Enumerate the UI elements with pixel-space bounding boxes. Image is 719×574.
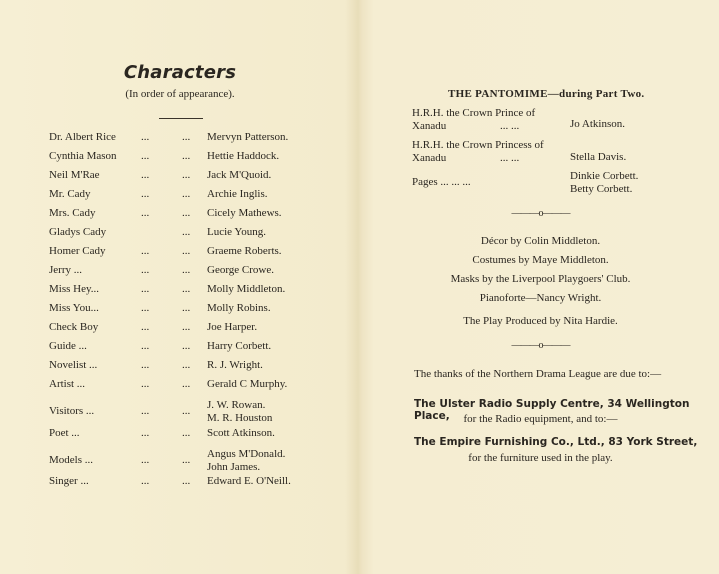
pantomime-dots: ... ... (500, 120, 520, 132)
cast-actor: Lucie Young. (207, 226, 266, 238)
cast-dots: ... (141, 169, 150, 181)
pantomime-actor: Stella Davis. (570, 151, 627, 163)
cast-role: Poet ... (49, 427, 80, 439)
cast-dots: ... (182, 150, 191, 162)
cast-role: Singer ... (49, 475, 89, 487)
cast-dots: ... (182, 226, 191, 238)
cast-actor: Mervyn Patterson. (207, 131, 289, 143)
cast-dots: ... (182, 283, 191, 295)
cast-dots: ... (141, 264, 150, 276)
cast-dots: ... (182, 321, 191, 333)
cast-dots: ... (141, 475, 150, 487)
cast-dots: ... (141, 427, 150, 439)
cast-dots: ... (182, 188, 191, 200)
credit-line: Costumes by Maye Middleton. (472, 254, 609, 266)
company-purpose: for the furniture used in the play. (468, 452, 613, 464)
cast-dots: ... (182, 207, 191, 219)
pantomime-role: H.R.H. the Crown Princess of Xanadu (412, 139, 544, 164)
cast-dots: ... (182, 454, 191, 466)
cast-role: Guide ... (49, 340, 87, 352)
cast-dots: ... (141, 131, 150, 143)
ornament-separator: ———o——— (511, 340, 570, 351)
cast-role: Visitors ... (49, 405, 95, 417)
cast-actor: Cicely Mathews. (207, 207, 282, 219)
cast-role: Miss Hey... (49, 283, 100, 295)
cast-dots: ... (141, 188, 150, 200)
cast-dots: ... (141, 405, 150, 417)
cast-dots: ... (182, 302, 191, 314)
thanks-text: The thanks of the Northern Drama League are due to:— (414, 368, 662, 380)
ornament-separator: ———o——— (511, 208, 570, 219)
cast-dots: ... (182, 378, 191, 390)
cast-actor: J. W. Rowan. M. R. Houston (207, 399, 273, 424)
right-page (362, 0, 719, 574)
cast-dots: ... (182, 427, 191, 439)
cast-role: Neil M'Rae (49, 169, 100, 181)
company-name: The Ulster Radio Supply Centre, 34 Wellington Place, (414, 398, 690, 422)
cast-role: Dr. Albert Rice (49, 131, 116, 143)
cast-actor: Edward E. O'Neill. (207, 475, 291, 487)
cast-role: Gladys Cady (49, 226, 107, 238)
cast-dots: ... (141, 150, 150, 162)
cast-role: Miss You... (49, 302, 99, 314)
cast-dots: ... (182, 405, 191, 417)
cast-actor: Angus M'Donald. John James. (207, 448, 286, 473)
company-name: The Empire Furnishing Co., Ltd., 83 York Street, (414, 436, 698, 448)
cast-dots: ... (141, 207, 150, 219)
credit-line: The Play Produced by Nita Hardie. (463, 315, 618, 327)
cast-actor: Molly Robins. (207, 302, 271, 314)
pantomime-actor: Jo Atkinson. (570, 118, 626, 130)
cast-role: Cynthia Mason (49, 150, 117, 162)
credit-line: Pianoforte—Nancy Wright. (479, 292, 602, 304)
cast-dots: ... (182, 359, 191, 371)
pantomime-actor: Dinkie Corbett. Betty Corbett. (570, 170, 639, 195)
cast-dots: ... (182, 169, 191, 181)
cast-actor: Harry Corbett. (207, 340, 272, 352)
cast-role: Jerry ... (49, 264, 82, 276)
cast-dots: ... (182, 245, 191, 257)
cast-dots: ... (141, 378, 150, 390)
cast-actor: Gerald C Murphy. (207, 378, 288, 390)
pantomime-role: Pages ... ... ... (412, 176, 471, 188)
cast-actor: Graeme Roberts. (207, 245, 282, 257)
cast-actor: R. J. Wright. (207, 359, 263, 371)
cast-dots: ... (182, 475, 191, 487)
cast-dots: ... (182, 264, 191, 276)
pantomime-role: H.R.H. the Crown Prince of Xanadu (412, 107, 536, 132)
page-subtitle: (In order of appearance). (125, 88, 235, 100)
cast-dots: ... (141, 340, 150, 352)
company-purpose: for the Radio equipment, and to:— (463, 413, 618, 425)
cast-dots: ... (141, 359, 150, 371)
cast-role: Mr. Cady (49, 188, 91, 200)
cast-actor: Hettie Haddock. (207, 150, 280, 162)
cast-role: Check Boy (49, 321, 99, 333)
cast-actor: Archie Inglis. (207, 188, 268, 200)
cast-dots: ... (141, 454, 150, 466)
cast-actor: Molly Middleton. (207, 283, 286, 295)
page-title: Characters (123, 62, 237, 83)
credit-line: Masks by the Liverpool Playgoers' Club. (450, 273, 631, 285)
cast-role: Artist ... (49, 378, 86, 390)
pantomime-title: THE PANTOMIME—during Part Two. (448, 88, 645, 100)
cast-dots: ... (141, 321, 150, 333)
cast-dots: ... (141, 302, 150, 314)
cast-role: Homer Cady (49, 245, 106, 257)
pantomime-dots: ... ... (500, 152, 520, 164)
cast-actor: Jack M'Quoid. (207, 169, 272, 181)
cast-role: Mrs. Cady (49, 207, 96, 219)
cast-role: Models ... (49, 454, 93, 466)
cast-dots: ... (182, 340, 191, 352)
credit-line: Décor by Colin Middleton. (480, 235, 601, 247)
cast-actor: Joe Harper. (207, 321, 258, 333)
cast-dots: ... (141, 283, 150, 295)
cast-dots: ... (182, 131, 191, 143)
divider-rule (159, 118, 203, 119)
cast-role: Novelist ... (49, 359, 98, 371)
cast-actor: George Crowe. (207, 264, 274, 276)
cast-dots: ... (141, 245, 150, 257)
left-page (0, 0, 358, 574)
cast-actor: Scott Atkinson. (207, 427, 275, 439)
